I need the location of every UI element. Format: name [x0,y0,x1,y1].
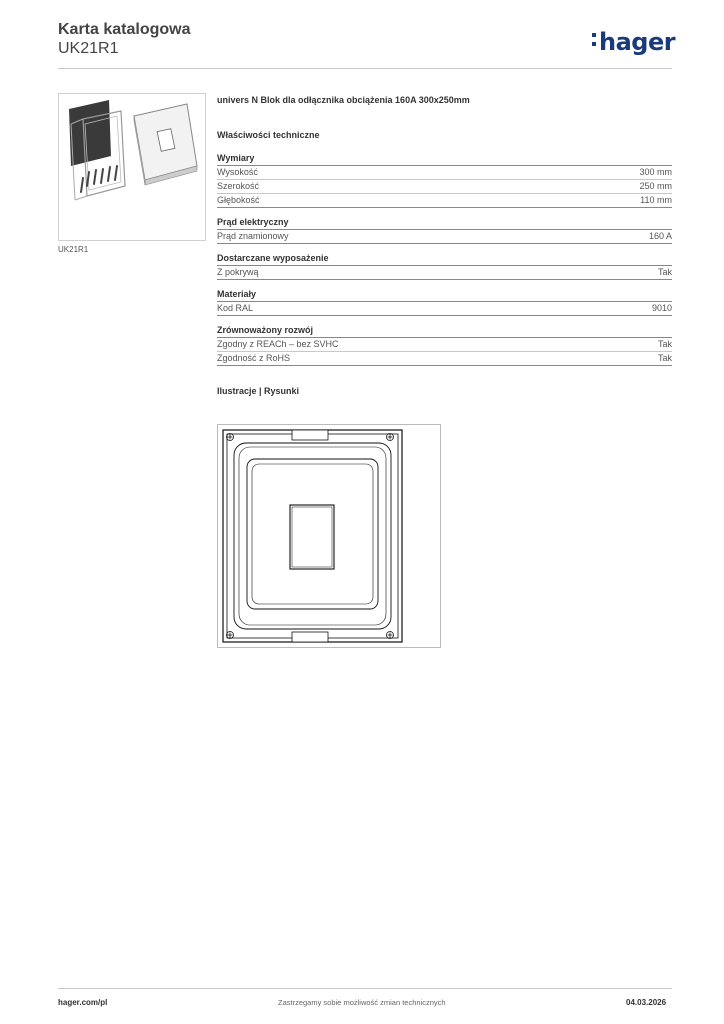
spec-row [217,302,672,316]
spec-label: Kod RAL [217,303,254,313]
spec-group-materials [217,288,672,316]
spec-value: 300 mm [639,167,672,177]
spec-value: 250 mm [639,181,672,191]
illustrations-title: Ilustracje | Rysunki [217,386,300,396]
spec-label: Zgodność z RoHS [217,353,291,363]
footer-disclaimer: Zastrzegamy sobie możliwość zmian technicznych [278,998,446,1007]
spec-value: Tak [657,353,672,363]
tech-properties-title: Właściwości techniczne [217,130,320,140]
spec-group-current [217,216,672,244]
product-code: UK21R1 [58,40,119,57]
spec-group-title: Wymiary [217,152,672,166]
product-name: univers N Blok dla odłącznika obciążenia 160A 300x250mm [217,95,470,105]
logo-dots-icon [592,28,597,49]
spec-row [217,338,672,352]
technical-drawing-icon [218,425,440,647]
spec-value: 9010 [651,303,672,313]
spec-label: Szerokość [217,181,260,191]
spec-row [217,180,672,194]
spec-value: Tak [657,339,672,349]
spec-group-dimensions [217,152,672,208]
spec-value: 160 A [648,231,672,241]
product-photo [58,93,206,241]
footer-divider [58,988,672,989]
spec-label: Głębokość [217,195,260,205]
logo-text: hager [599,28,676,56]
spec-row [217,352,672,366]
header-divider [58,68,672,69]
spec-group-title: Zrównoważony rozwój [217,324,672,338]
spec-row [217,230,672,244]
spec-group-equipment [217,252,672,280]
spec-group-title: Dostarczane wyposażenie [217,252,672,266]
spec-section [217,95,672,396]
spec-group-sustainability [217,324,672,366]
product-photo-icon [59,94,205,240]
technical-drawing [217,424,441,648]
spec-label: Z pokrywą [217,267,259,277]
spec-value: Tak [657,267,672,277]
page-title: Karta katalogowa [58,21,191,38]
spec-label: Wysokość [217,167,258,177]
spec-group-title: Prąd elektryczny [217,216,672,230]
spec-group-title: Materiały [217,288,672,302]
spec-value: 110 mm [640,195,672,205]
spec-label: Zgodny z REACh – bez SVHC [217,339,339,349]
footer-date: 04.03.2026 [626,998,667,1007]
hager-logo [592,28,675,56]
spec-row [217,166,672,180]
spec-label: Prąd znamionowy [217,231,289,241]
spec-row [217,194,672,208]
product-image-caption: UK21R1 [58,245,89,254]
spec-row [217,266,672,280]
footer-website-link[interactable]: hager.com/pl [58,998,108,1007]
